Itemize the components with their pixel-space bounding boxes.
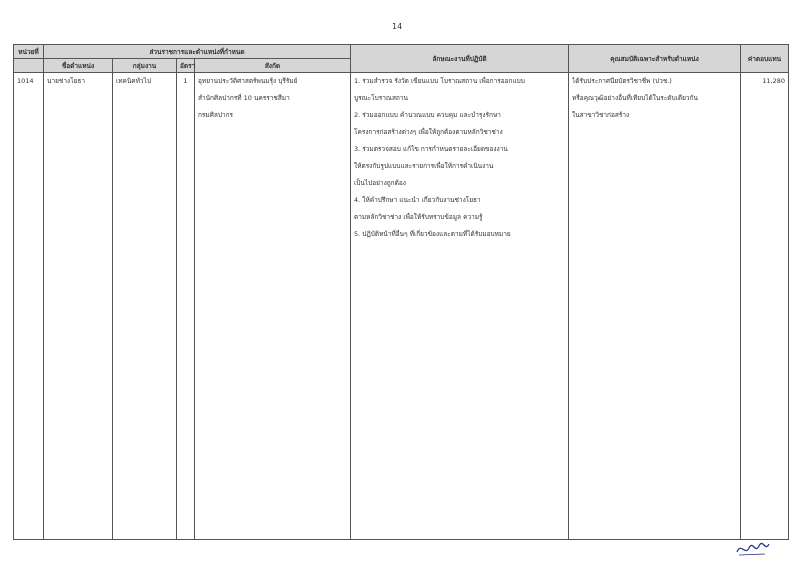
header-duties: ลักษณะงานที่ปฏิบัติ [351,45,569,73]
qualification-line: ในสาขาวิชาก่อสร้าง [572,111,630,119]
affiliation-line: อุทยานประวัติศาสตร์พนมรุ้ง บุรีรัมย์ [198,77,298,85]
header-affiliation: สังกัด [195,59,351,73]
header-position: ชื่อตำแหน่ง [44,59,113,73]
affiliation-line: สำนักศิลปากรที่ 10 นครราชสีมา [198,94,290,102]
duty-line: 5. ปฏิบัติหน้าที่อื่นๆ ที่เกี่ยวข้องและตามที่ได้รับมอบหมาย [354,230,511,238]
qualification-line: หรือคุณวุฒิอย่างอื่นที่เทียบได้ในระดับเดียวกัน [572,94,698,102]
duty-line: ให้ตรงกับรูปแบบและรายการเพื่อให้การดำเนินงาน [354,162,494,170]
duty-line: บูรณะโบราณสถาน [354,94,408,102]
duty-line: 2. ร่วมออกแบบ คำนวณแบบ ควบคุม และบำรุงรักษา [354,111,501,119]
page-number: 14 [392,22,403,31]
duty-line: 4. ให้คำปรึกษา แนะนำ เกี่ยวกับงานช่างโยธา [354,196,481,204]
rate: 1 [183,77,188,85]
pay: 11,280 [762,77,786,85]
table-row [14,73,789,540]
qualification-line: ได้รับประกาศนียบัตรวิชาชีพ (ปวช.) [572,77,672,85]
duty-line: 3. ร่วมตรวจสอบ แก้ไข การกำหนดรายละเอียดของงาน [354,145,508,153]
header-group: ส่วนราชการและตำแหน่งที่กำหนด [44,45,351,59]
duty-line: โครงการก่อสร้างต่างๆ เพื่อให้ถูกต้องตามหลักวิชาช่าง [354,128,503,136]
header-unit-no: หน่วยที่ [14,45,44,59]
header-rate: อัตรา [177,59,195,73]
header-pay: ค่าตอบแทน [741,45,789,73]
unit-no: 1014 [17,77,34,85]
duty-line: 1. ร่วมสำรวจ รังวัด เขียนแบบ โบราณสถาน เพื่อการออกแบบ [354,77,525,85]
position-name: นายช่างโยธา [47,77,86,85]
duty-line: เป็นไปอย่างถูกต้อง [354,179,406,187]
work-group: เทคนิคทั่วไป [116,77,151,85]
header-work-group: กลุ่มงาน [113,59,177,73]
position-table [13,44,789,540]
header-unit-no-2 [14,59,44,73]
affiliation-line: กรมศิลปากร [198,111,234,119]
header-qualifications: คุณสมบัติเฉพาะสำหรับตำแหน่ง [569,45,741,73]
duty-line: ตามหลักวิชาช่าง เพื่อให้รับทราบข้อมูล ความรู้ [354,213,483,221]
signature-icon [735,540,771,558]
